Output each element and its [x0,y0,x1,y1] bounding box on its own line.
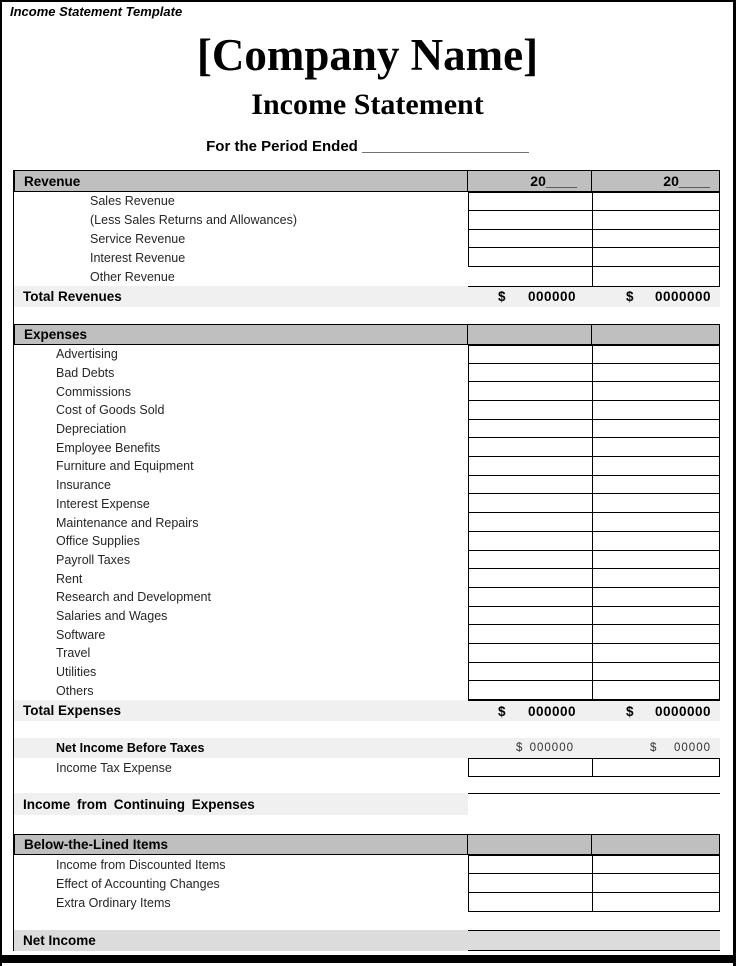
expense-row [14,494,720,513]
revenue-row [14,248,720,267]
nibt-year1: $ 000000 [516,742,574,755]
amount-cell-year2[interactable] [592,401,720,420]
net-income-row [14,930,720,951]
expense-row [14,438,720,457]
total-expenses-year1: $ 000000 [468,700,592,721]
amount-cell-year2[interactable] [592,793,720,815]
below-the-line-row [14,874,720,893]
expense-item-label: Office Supplies [56,534,140,549]
amount-cell-year2[interactable] [592,192,720,211]
revenue-row [14,230,720,249]
net-income-label: Net Income [23,933,96,949]
amount-cell-year2[interactable] [592,625,720,644]
revenue-item-label: Service Revenue [90,231,186,246]
amount-cell-year1[interactable] [468,532,592,551]
year2-header-cell[interactable]: 20____ [591,171,719,191]
expense-row [14,588,720,607]
revenue-row [14,192,720,211]
amount-cell-year1[interactable] [468,248,592,267]
period-label: For the Period Ended [206,138,358,155]
expense-row [14,364,720,383]
expense-item-label: Rent [56,571,83,586]
below-the-line-item-label: Effect of Accounting Changes [56,876,220,891]
expense-row [14,607,720,626]
expense-row [14,551,720,570]
amount-cell-year2[interactable] [592,874,720,893]
expense-item-label: Salaries and Wages [56,608,168,623]
amount-cell-year2[interactable] [592,758,720,777]
template-title: Income Statement Template [10,4,183,19]
total-expenses-year2: $ 0000000 [592,700,720,721]
spacer [14,777,720,793]
amount-cell-year1[interactable] [468,438,592,457]
expense-row [14,569,720,588]
expense-row [14,401,720,420]
revenue-item-label: Interest Revenue [90,250,186,265]
amount-cell-year1[interactable] [468,513,592,532]
currency-symbol: $ [498,289,507,305]
currency-symbol: $ [626,289,635,305]
expense-row [14,513,720,532]
expense-item-label: Cost of Goods Sold [56,403,165,418]
amount-cell-year1[interactable] [468,401,592,420]
amount-cell-year2[interactable] [592,267,720,286]
nibt-year2: $ 00000 [650,742,711,755]
amount-cell-year2[interactable] [592,569,720,588]
amount-cell-year1[interactable] [468,230,592,249]
amount-cell-year2[interactable] [592,681,720,700]
amount-cell-year2[interactable] [592,930,720,951]
total-revenues-label: Total Revenues [23,288,122,304]
expense-row [14,663,720,682]
expense-item-label: Travel [56,646,91,661]
amount-cell-year1[interactable] [468,758,592,777]
year1-header-cell[interactable]: 20____ [467,171,591,191]
amount-cell-year1[interactable] [468,874,592,893]
amount-cell-year2[interactable] [592,644,720,663]
amount-cell-year2[interactable] [592,345,720,364]
expense-row [14,420,720,439]
expense-row [14,382,720,401]
amount-cell-year1[interactable] [468,382,592,401]
total-revenues-row [14,286,720,307]
expense-item-label: Others [56,683,94,698]
amount-cell-year1[interactable] [468,476,592,495]
amount-cell-year2[interactable] [592,494,720,513]
amount-cell-year2[interactable] [592,607,720,626]
amount-cell-year1[interactable] [468,420,592,439]
below-the-line-header-label: Below-the-Lined Items [24,837,169,853]
amount-cell-year2[interactable] [592,382,720,401]
below-the-line-item-label: Extra Ordinary Items [56,895,171,910]
amount-cell-year2[interactable] [592,364,720,383]
amount-cell-year1[interactable] [468,644,592,663]
expense-item-label: Maintenance and Repairs [56,515,199,530]
amount-cell-year1[interactable] [468,607,592,626]
amount-cell-year2[interactable] [592,420,720,439]
expense-row [14,532,720,551]
income-tax-expense-row [14,758,720,777]
amount-cell-year1[interactable] [468,211,592,230]
amount-cell-year1[interactable] [468,893,592,912]
below-the-line-row [14,893,720,912]
year1-header-cell[interactable] [467,835,591,854]
total-revenues-year2: $ 0000000 [592,286,720,307]
period-line [2,138,733,160]
net-income-before-taxes-row [14,738,720,758]
below-the-line-item-label: Income from Discounted Items [56,857,226,872]
amount-cell-year1[interactable] [468,588,592,607]
expense-row [14,681,720,700]
expense-item-label: Advertising [56,347,118,362]
expense-item-label: Employee Benefits [56,440,161,455]
revenue-header-label: Revenue [24,173,81,189]
amount-cell-year2[interactable] [592,551,720,570]
amount-cell-year2[interactable] [592,211,720,230]
amount-cell-year2[interactable] [592,588,720,607]
expense-row [14,457,720,476]
revenue-row [14,267,720,286]
amount-cell-year1[interactable] [468,569,592,588]
expense-row [14,345,720,364]
revenue-section-header [14,170,720,192]
spacer [14,815,720,834]
expense-item-label: Research and Development [56,590,211,605]
expense-item-label: Interest Expense [56,496,150,511]
revenue-row [14,211,720,230]
amount-cell-year2[interactable] [592,457,720,476]
revenue-item-label: Other Revenue [90,269,175,284]
year2-header-cell[interactable] [591,835,719,854]
amount-cell-year2[interactable] [592,248,720,267]
below-the-line-row [14,855,720,874]
total-expenses-row [14,700,720,721]
expense-item-label: Software [56,627,106,642]
amount-cell-year2[interactable] [592,663,720,682]
expense-item-label: Depreciation [56,422,127,437]
income-statement-table [13,170,720,951]
expense-row [14,476,720,495]
spacer [14,307,720,324]
amount-cell-year1[interactable] [468,267,592,286]
spacer [14,721,720,738]
amount-cell-year2[interactable] [592,476,720,495]
expenses-section-header [14,324,720,345]
amount-cell-year1[interactable] [468,681,592,700]
below-the-line-section-header [14,834,720,855]
expenses-header-label: Expenses [24,326,88,342]
amount-cell-year2[interactable] [592,513,720,532]
currency-symbol: $ [516,742,524,755]
amount-cell-year2[interactable] [592,893,720,912]
expense-item-label: Utilities [56,665,97,680]
period-blank-field[interactable]: ____________________ [362,138,529,155]
amount-cell-year1[interactable] [468,345,592,364]
expense-item-label: Insurance [56,478,111,493]
income-from-continuing-label: Income from Continuing Expenses [14,793,468,815]
currency-symbol: $ [626,703,635,719]
amount-cell-year1[interactable] [468,930,592,951]
currency-symbol: $ [498,703,507,719]
revenue-item-label: (Less Sales Returns and Allowances) [90,213,298,228]
amount-cell-year1[interactable] [468,551,592,570]
year1-header-cell[interactable] [467,325,591,344]
amount-cell-year1[interactable] [468,457,592,476]
expense-item-label: Commissions [56,384,132,399]
page-bottom-border [2,955,733,963]
amount-cell-year1[interactable] [468,663,592,682]
spacer [14,912,720,930]
amount-cell-year1[interactable] [468,793,592,815]
expense-item-label: Payroll Taxes [56,552,131,567]
currency-symbol: $ [650,742,658,755]
income-tax-expense-label: Income Tax Expense [56,760,172,775]
total-expenses-label: Total Expenses [23,703,122,719]
expense-item-label: Furniture and Equipment [56,459,194,474]
net-income-before-taxes-label: Net Income Before Taxes [56,741,205,756]
amount-cell-year1[interactable] [468,625,592,644]
amount-cell-year1[interactable] [468,192,592,211]
revenue-item-label: Sales Revenue [90,194,175,209]
expense-item-label: Bad Debts [56,366,115,381]
amount-cell-year2[interactable] [592,230,720,249]
amount-cell-year2[interactable] [592,532,720,551]
expense-row [14,625,720,644]
year2-header-cell[interactable] [591,325,719,344]
amount-cell-year2[interactable] [592,438,720,457]
expense-row [14,644,720,663]
amount-cell-year2[interactable] [592,855,720,874]
income-from-continuing-row [14,793,720,815]
company-name-placeholder[interactable]: [Company Name] [196,30,539,80]
amount-cell-year1[interactable] [468,494,592,513]
amount-cell-year1[interactable] [468,855,592,874]
document-title: Income Statement [251,88,484,121]
amount-cell-year1[interactable] [468,364,592,383]
total-revenues-year1: $ 000000 [468,286,592,307]
